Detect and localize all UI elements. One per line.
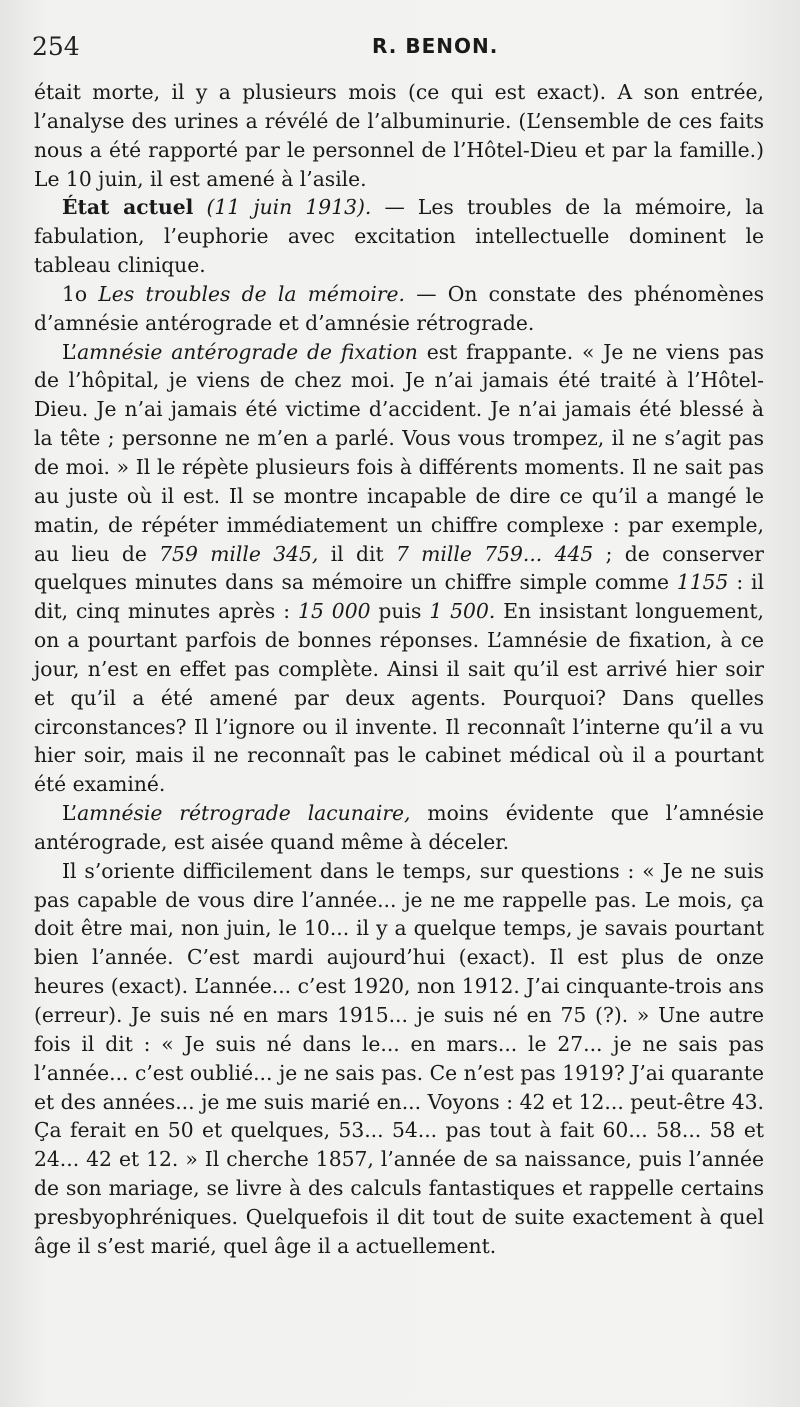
running-title: R. BENON.	[372, 34, 499, 58]
section-date: (11 juin 1913).	[206, 195, 372, 220]
paragraph-4-t3: ; de conserver quelques minutes dans sa mémoire un chiffre simple comme	[34, 541, 764, 595]
paragraph-5-text: moins évidente que l’amnésie antérograde, est aisée quand même à déceler.	[34, 801, 764, 854]
paragraph-5	[34, 799, 764, 857]
subsection-title: Les troubles de la mémoire.	[98, 281, 406, 306]
item-number: 1o	[62, 281, 99, 306]
paragraph-4-lead: L’	[62, 339, 78, 364]
page-number: 254	[32, 32, 80, 61]
number-1: 759 mille 345,	[159, 541, 319, 566]
paragraph-4-t5: puis	[370, 599, 430, 624]
body-text	[34, 78, 764, 1261]
number-3: 1155	[676, 570, 729, 595]
paragraph-4-term: amnésie antérograde de fixation	[77, 339, 418, 364]
paragraph-5-term: amnésie rétrograde lacunaire,	[77, 801, 411, 826]
paragraph-4-t6: En insistant longuement, on a pourtant parfois de bonnes réponses. L’amnésie de fixation, à ce jour, n’est en effet pas complète. Ainsi il sait qu’il est arrivé hier soir et qu’il a été amené par deux agents. Pourquoi? Dans quelles circonstances? Il l’ignore ou il invente. Il reconnaît l’interne qu’il a vu hier soir, mais il ne reconnaît pas le cabinet médical où il a pourtant été examiné.	[34, 599, 764, 797]
paragraph-2	[34, 193, 764, 280]
paragraph-5-lead: L’	[62, 801, 78, 826]
number-2: 7 mille 759... 445	[395, 541, 594, 566]
paragraph-1: était morte, il y a plusieurs mois (ce qui est exact). A son entrée, l’analyse des urines a révélé de l’albuminurie. (L’ensemble de ces faits nous a été rapporté par le personnel de l’Hôtel-Dieu et par la famille.) Le 10 juin, il est amené à l’asile.	[34, 80, 764, 191]
paragraph-4-t2: il dit	[318, 541, 396, 566]
number-4: 15 000	[298, 599, 371, 624]
paragraph-4-t4: : il dit, cinq minutes après :	[34, 570, 765, 624]
paragraph-3	[34, 280, 764, 338]
section-heading: État actuel	[62, 195, 194, 220]
number-5: 1 500.	[429, 599, 496, 624]
paragraph-3-text: — On constate des phénomènes d’amnésie antérograde et d’amnésie rétrograde.	[34, 281, 764, 335]
paragraph-4-t1: est frappante. « Je ne viens pas de l’hôpital, je viens de chez moi. Je n’ai jamais été traité à l’Hôtel-Dieu. Je n’ai jamais été victime d’accident. Je n’ai jamais été blessé à la tête ; personne ne m’en a parlé. Vous vous trompez, il ne s’agit pas de moi. » Il le répète plusieurs fois à différents moments. Il ne sait pas au juste où il est. Il se montre incapable de dire ce qu’il a mangé le matin, de répéter immédiatement un chiffre complexe : par exemple, au lieu de	[34, 339, 764, 566]
paragraph-6: Il s’oriente difficilement dans le temps, sur questions : « Je ne suis pas capable de vous dire l’année... je ne me rappelle pas. Le mois, ça doit être mai, non juin, le 10... il y a quelque temps, je savais pourtant bien l’année. C’est mardi aujourd’hui (exact). Il est plus de onze heures (exact). L’année... c’est 1920, non 1912. J’ai cinquante-trois ans (erreur). Je suis né en mars 1915... je suis né en 75 (?). » Une autre fois il dit : « Je suis né dans le... en mars... le 27... je ne sais pas l’année... c’est oublié... je ne sais pas. Ce n’est pas 1919? J’ai quarante et des années... je me suis marié en... Voyons : 42 et 12... peut-être 43. Ça ferait en 50 et quelques, 53... 54... pas tout à fait 60... 58... 58 et 24... 42 et 12. » Il cherche 1857, l’année de sa naissance, puis l’année de son mariage, se livre à des calculs fantastiques et rappelle certains presbyophréniques. Quelquefois il dit tout de suite exactement à quel âge il s’est marié, quel âge il a actuellement.	[34, 858, 764, 1258]
paragraph-2-text: — Les troubles de la mémoire, la fabulation, l’euphorie avec excitation intellectuelle dominent le tableau clinique.	[34, 195, 764, 278]
paragraph-4	[34, 338, 764, 800]
page-header	[32, 32, 760, 66]
